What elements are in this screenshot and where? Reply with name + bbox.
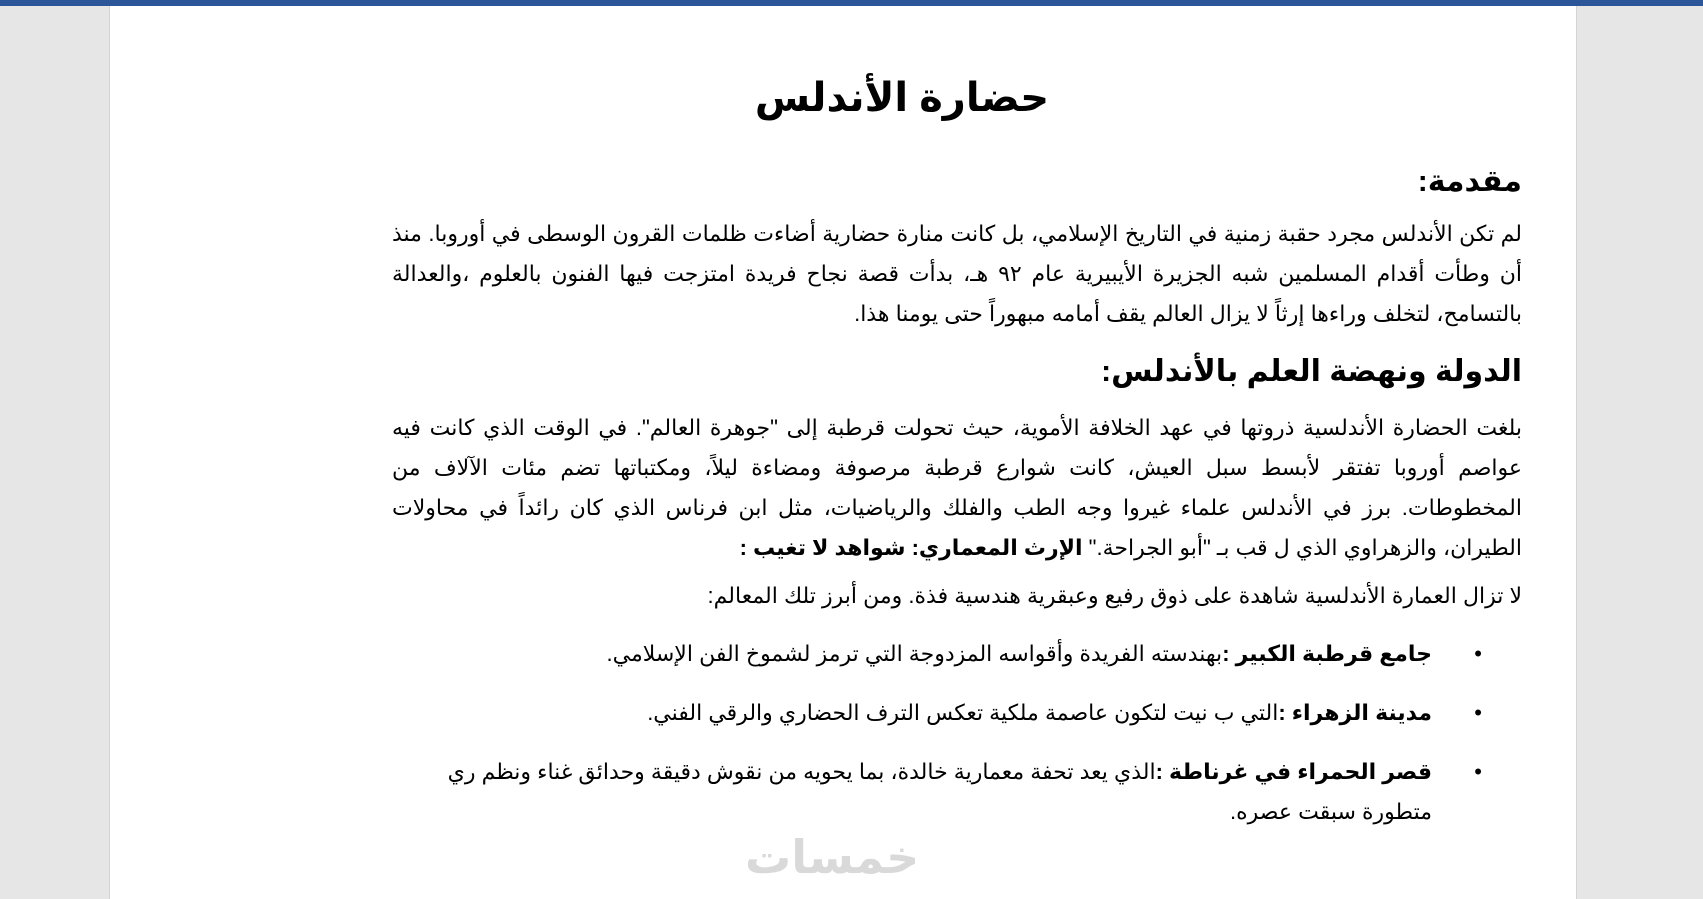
intro-paragraph: لم تكن الأندلس مجرد حقبة زمنية في التاريخ الإسلامي، بل كانت منارة حضارية أضاءت ظلمات القرون الوسطى في أوروبا. منذ أن وطأت أقدام المسلمين شبه الجزيرة الأيبيرية عام ٩٢ هـ، بدأت قصة نجاح فريدة امتزجت فيها الفنون بالعلوم ،والعدالة بالتسامح، لتخلف وراءها إرثاً لا يزال العالم يقف أمامه مبهوراً حتى يومنا هذا. <box>392 221 1522 326</box>
architecture-heading: الإرث المعماري: شواهد لا تغيب : <box>739 535 1083 560</box>
list-item-label: جامع قرطبة الكبير : <box>1222 641 1432 666</box>
document-title: حضارة الأندلس <box>754 76 1050 120</box>
bullet-icon: • <box>1474 641 1482 666</box>
science-heading: الدولة ونهضة العلم بالأندلس: <box>1101 355 1522 388</box>
list-item <box>392 634 1522 674</box>
document-page[interactable] <box>109 6 1577 899</box>
science-paragraph <box>392 408 1522 568</box>
list-item-text: التي ب نيت لتكون عاصمة ملكية تعكس الترف الحضاري والرقي الفني. <box>647 700 1279 725</box>
list-item-text: الذي يعد تحفة معمارية خالدة، بما يحويه من نقوش دقيقة وحدائق غناء ونظم ري متطورة سبقت عصره. <box>447 759 1432 824</box>
landmarks-list <box>392 634 1522 851</box>
list-item-label: مدينة الزهراء : <box>1278 700 1432 725</box>
watermark-logo: خمسات <box>745 831 920 883</box>
bullet-icon: • <box>1474 759 1482 784</box>
list-item-label: قصر الحمراء في غرناطة : <box>1155 759 1432 784</box>
intro-heading: مقدمة: <box>1417 165 1522 198</box>
science-paragraph-text: بلغت الحضارة الأندلسية ذروتها في عهد الخلافة الأموية، حيث تحولت قرطبة إلى "جوهرة العالم". في الوقت الذي كانت فيه عواصم أوروبا تفتقر لأبسط سبل العيش، كانت شوارع قرطبة مرصوفة ومضاءة ليلاً، ومكتباتها تضم مئات الآلاف من المخطوطات. برز في الأندلس علماء غيروا وجه الطب والفلك والرياضيات، مثل ابن فرناس الذي كان رائداً في محاولات الطيران، والزهراوي الذي ل قب بـ "أبو الجراحة." <box>392 415 1522 560</box>
list-item <box>392 752 1522 832</box>
list-item <box>392 693 1522 733</box>
list-item-text: بهندسته الفريدة وأقواسه المزدوجة التي ترمز لشموخ الفن الإسلامي. <box>606 641 1223 666</box>
bullet-icon: • <box>1474 700 1482 725</box>
architecture-paragraph: لا تزال العمارة الأندلسية شاهدة على ذوق رفيع وعبقرية هندسية فذة. ومن أبرز تلك المعالم: <box>707 583 1522 608</box>
